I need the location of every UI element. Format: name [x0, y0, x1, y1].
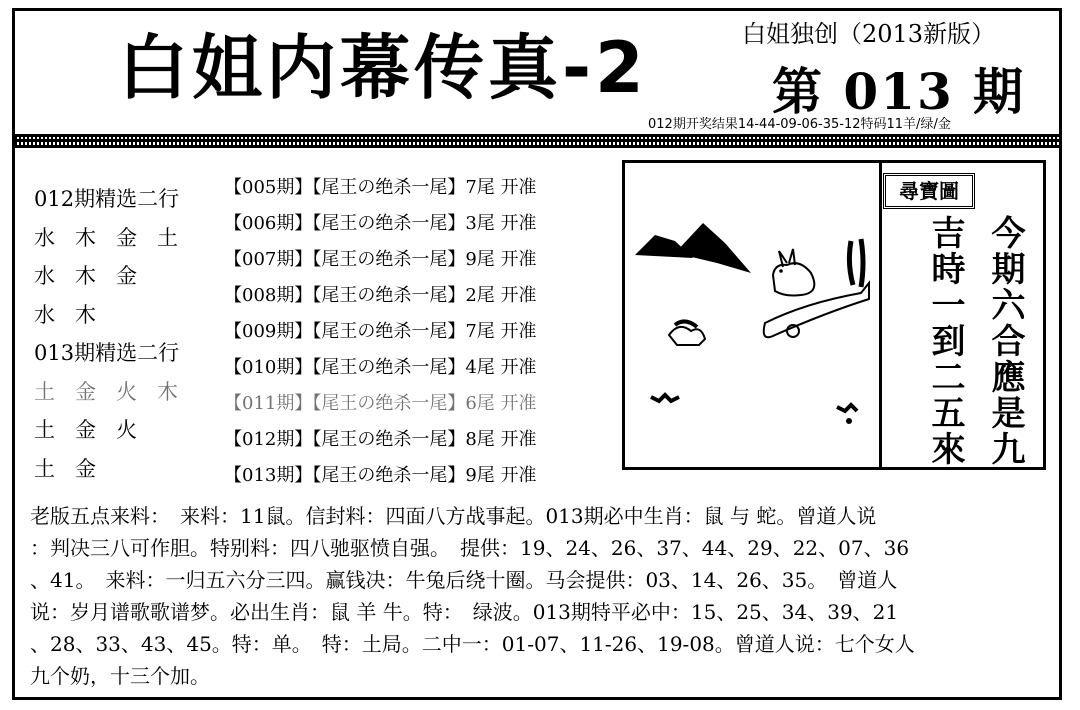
paragraph-line: 、28、33、43、45。特：单。 特：土局。二中一：01-07、11-26、19-08。曾道人说：七个女人: [30, 632, 915, 656]
issue-number: 第 013 期: [772, 62, 1026, 121]
picks-heading-013: 013期精选二行: [34, 341, 180, 365]
picks-row: 水木金: [34, 264, 157, 288]
list-item: 【011期】【尾王の绝杀一尾】6尾 开准: [224, 393, 537, 414]
list-item: 【005期】【尾王の绝杀一尾】7尾 开准: [224, 177, 537, 198]
picks-row: 土金火木: [34, 379, 198, 404]
divider-line: [15, 139, 1059, 142]
treasure-picture-box: [622, 160, 1046, 470]
picture-divider: [879, 163, 882, 467]
picks-row: 土金火: [34, 418, 157, 442]
paragraph-line: ：判决三八可作胆。特别料：四八驰驱愤自强。 提供：19、24、26、37、44、29、22、07、36: [30, 536, 910, 560]
paragraph-line: 、41。 来料：一归五六分三四。赢钱决：牛兔后绕十圈。马会提供：03、14、26、35。 曾道人: [30, 568, 898, 592]
list-item: 【009期】【尾王の绝杀一尾】7尾 开准: [224, 321, 537, 342]
treasure-map-label: 尋寶圖: [883, 173, 975, 209]
picks-row: 水木: [34, 302, 116, 327]
previous-result: 012期开奖结果14-44-09-06-35-12特码11羊/绿/金: [648, 117, 951, 132]
picks-column: [34, 180, 198, 488]
picks-row: 水木金土: [34, 225, 198, 250]
edition-label: 白姐独创（2013新版）: [742, 20, 996, 48]
paragraph-line: 九个奶，十三个加。: [30, 664, 210, 688]
list-item: 【006期】【尾王の绝杀一尾】3尾 开准: [224, 213, 537, 234]
tail-list: [224, 170, 537, 484]
rabbit-landscape-illustration: [625, 163, 877, 467]
list-item: 【013期】【尾王の绝杀一尾】9尾 开准: [224, 465, 537, 484]
list-item: 【007期】【尾王の绝杀一尾】9尾 开准: [224, 249, 537, 270]
paragraph-line: 老版五点来料： 来料：11鼠。信封料：四面八方战事起。013期必中生肖：鼠 与 蛇。曾道人说: [30, 504, 877, 528]
list-item: 【008期】【尾王の绝杀一尾】2尾 开准: [224, 285, 537, 306]
picks-heading-012: 012期精选二行: [34, 187, 180, 211]
list-item: 【012期】【尾王の绝杀一尾】8尾 开准: [224, 429, 537, 450]
poem-left-column: 吉時一到二五來: [925, 215, 965, 467]
poem-right-column: 今期六合應是九: [985, 215, 1025, 467]
list-item: 【010期】【尾王の绝杀一尾】4尾 开准: [224, 357, 537, 378]
page-title: 白姐内幕传真-2: [118, 27, 648, 109]
notes-paragraph: [30, 500, 1050, 692]
paragraph-line: 说：岁月谱歌歌谱梦。必出生肖：鼠 羊 牛。特： 绿波。013期特平必中：15、25、34、39、21: [30, 600, 899, 624]
picks-row: 土金: [34, 456, 116, 481]
